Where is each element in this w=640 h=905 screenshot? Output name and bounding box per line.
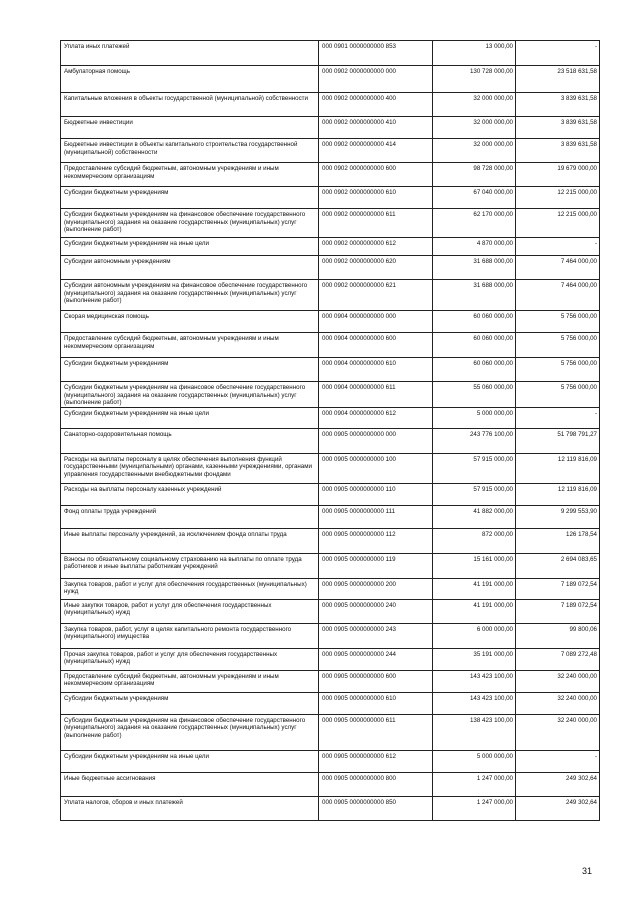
budget-code-cell: 000 0905 0000000000 244 (319, 648, 433, 670)
budget-code-cell: 000 0902 0000000000 400 (319, 93, 433, 117)
table-row (61, 714, 600, 750)
table-row (61, 41, 600, 66)
approved-amount-cell: 4 870 000,00 (433, 238, 516, 256)
budget-table-body (61, 41, 600, 821)
executed-amount-cell: 7 464 000,00 (516, 280, 600, 311)
expense-name-cell: Капитальные вложения в объекты государственной (муниципальной) собственности (61, 93, 319, 117)
table-row (61, 407, 600, 428)
approved-amount-cell: 6 000 000,00 (433, 623, 516, 648)
approved-amount-cell: 55 060 000,00 (433, 382, 516, 408)
budget-code-cell: 000 0905 0000000000 243 (319, 623, 433, 648)
budget-code-cell: 000 0904 0000000000 600 (319, 333, 433, 358)
table-row (61, 66, 600, 93)
approved-amount-cell: 130 728 000,00 (433, 66, 516, 93)
budget-code-cell: 000 0904 0000000000 612 (319, 407, 433, 428)
budget-code-cell: 000 0902 0000000000 000 (319, 66, 433, 93)
table-row (61, 796, 600, 820)
executed-amount-cell: 249 302,64 (516, 796, 600, 820)
executed-amount-cell: 12 119 816,09 (516, 483, 600, 505)
expense-name-cell: Субсидии автономным учреждениям на финансовое обеспечение государственного (муниципального) задания на оказание государственных (муниципальных) услуг (выполнение работ) (61, 280, 319, 311)
executed-amount-cell: 3 839 631,58 (516, 139, 600, 163)
table-row (61, 256, 600, 280)
expense-name-cell: Иные выплаты персоналу учреждений, за исключением фонда оплаты труда (61, 528, 319, 553)
expense-name-cell: Субсидии бюджетным учреждениям на финансовое обеспечение государственного (муниципального) задания на оказание государственных (муниципальных) услуг (выполнение работ) (61, 714, 319, 750)
approved-amount-cell: 41 191 000,00 (433, 599, 516, 623)
approved-amount-cell: 41 191 000,00 (433, 578, 516, 599)
budget-code-cell: 000 0904 0000000000 000 (319, 311, 433, 333)
approved-amount-cell: 98 728 000,00 (433, 163, 516, 187)
approved-amount-cell: 67 040 000,00 (433, 187, 516, 209)
executed-amount-cell: 12 215 000,00 (516, 209, 600, 238)
executed-amount-cell: 3 839 631,58 (516, 93, 600, 117)
approved-amount-cell: 143 423 100,00 (433, 692, 516, 714)
table-row (61, 117, 600, 139)
table-row (61, 311, 600, 333)
executed-amount-cell: 32 240 000,00 (516, 714, 600, 750)
table-row (61, 428, 600, 453)
executed-amount-cell: - (516, 407, 600, 428)
table-row (61, 209, 600, 238)
budget-code-cell: 000 0902 0000000000 414 (319, 139, 433, 163)
executed-amount-cell: 5 756 000,00 (516, 333, 600, 358)
executed-amount-cell: 3 839 631,58 (516, 117, 600, 139)
budget-code-cell: 000 0905 0000000000 111 (319, 505, 433, 528)
expense-name-cell: Бюджетные инвестиции (61, 117, 319, 139)
expense-name-cell: Субсидии бюджетным учреждениям (61, 692, 319, 714)
table-row (61, 553, 600, 578)
table-row (61, 772, 600, 796)
approved-amount-cell: 1 247 000,00 (433, 796, 516, 820)
expense-name-cell: Расходы на выплаты персоналу в целях обеспечения выполнения функций государственными (муниципальными) органами, казенными учреждениями, органами управления государственными внебюджетными фондами (61, 453, 319, 483)
table-row (61, 670, 600, 692)
approved-amount-cell: 32 000 000,00 (433, 93, 516, 117)
executed-amount-cell: 126 178,54 (516, 528, 600, 553)
executed-amount-cell: 5 756 000,00 (516, 311, 600, 333)
expense-name-cell: Бюджетные инвестиции в объекты капитального строительства государственной (муниципальной) собственности (61, 139, 319, 163)
expense-name-cell: Субсидии бюджетным учреждениям (61, 187, 319, 209)
expense-name-cell: Субсидии бюджетным учреждениям (61, 358, 319, 382)
executed-amount-cell: 9 299 553,90 (516, 505, 600, 528)
budget-code-cell: 000 0905 0000000000 850 (319, 796, 433, 820)
expense-name-cell: Предоставление субсидий бюджетным, автономным учреждениям и иным некоммерческим организациям (61, 670, 319, 692)
executed-amount-cell: 5 756 000,00 (516, 382, 600, 408)
executed-amount-cell: 19 679 000,00 (516, 163, 600, 187)
approved-amount-cell: 872 000,00 (433, 528, 516, 553)
expense-name-cell: Прочая закупка товаров, работ и услуг для обеспечения государственных (муниципальных) нужд (61, 648, 319, 670)
approved-amount-cell: 60 060 000,00 (433, 311, 516, 333)
budget-code-cell: 000 0905 0000000000 611 (319, 714, 433, 750)
executed-amount-cell: 99 800,06 (516, 623, 600, 648)
approved-amount-cell: 243 776 100,00 (433, 428, 516, 453)
approved-amount-cell: 1 247 000,00 (433, 772, 516, 796)
budget-code-cell: 000 0905 0000000000 610 (319, 692, 433, 714)
executed-amount-cell: 7 464 000,00 (516, 256, 600, 280)
table-row (61, 750, 600, 772)
executed-amount-cell: 7 089 272,48 (516, 648, 600, 670)
table-row (61, 238, 600, 256)
budget-code-cell: 000 0905 0000000000 240 (319, 599, 433, 623)
budget-code-cell: 000 0902 0000000000 620 (319, 256, 433, 280)
expense-name-cell: Фонд оплаты труда учреждений (61, 505, 319, 528)
executed-amount-cell: 12 215 000,00 (516, 187, 600, 209)
executed-amount-cell: 249 302,64 (516, 772, 600, 796)
executed-amount-cell: 12 119 816,09 (516, 453, 600, 483)
expense-name-cell: Иные закупки товаров, работ и услуг для обеспечения государственных (муниципальных) нужд (61, 599, 319, 623)
approved-amount-cell: 32 000 000,00 (433, 117, 516, 139)
table-row (61, 382, 600, 408)
approved-amount-cell: 60 060 000,00 (433, 358, 516, 382)
expense-name-cell: Субсидии автономным учреждениям (61, 256, 319, 280)
executed-amount-cell: - (516, 238, 600, 256)
approved-amount-cell: 62 170 000,00 (433, 209, 516, 238)
table-row (61, 623, 600, 648)
budget-table (60, 40, 600, 821)
expense-name-cell: Уплата налогов, сборов и иных платежей (61, 796, 319, 820)
budget-code-cell: 000 0904 0000000000 610 (319, 358, 433, 382)
budget-code-cell: 000 0905 0000000000 119 (319, 553, 433, 578)
budget-code-cell: 000 0902 0000000000 621 (319, 280, 433, 311)
approved-amount-cell: 5 000 000,00 (433, 407, 516, 428)
expense-name-cell: Санаторно-оздоровительная помощь (61, 428, 319, 453)
executed-amount-cell: 51 798 791,27 (516, 428, 600, 453)
budget-code-cell: 000 0905 0000000000 200 (319, 578, 433, 599)
table-row (61, 648, 600, 670)
expense-name-cell: Субсидии бюджетным учреждениям на финансовое обеспечение государственного (муниципального) задания на оказание государственных (муниципальных) услуг (выполнение работ) (61, 209, 319, 238)
table-row (61, 358, 600, 382)
expense-name-cell: Взносы по обязательному социальному страхованию на выплаты по оплате труда работников и иные выплаты работникам учреждений (61, 553, 319, 578)
approved-amount-cell: 143 423 100,00 (433, 670, 516, 692)
approved-amount-cell: 32 000 000,00 (433, 139, 516, 163)
table-row (61, 483, 600, 505)
table-row (61, 93, 600, 117)
expense-name-cell: Амбулаторная помощь (61, 66, 319, 93)
executed-amount-cell: 23 518 631,58 (516, 66, 600, 93)
budget-code-cell: 000 0905 0000000000 110 (319, 483, 433, 505)
table-row (61, 187, 600, 209)
budget-code-cell: 000 0902 0000000000 612 (319, 238, 433, 256)
budget-code-cell: 000 0901 0000000000 853 (319, 41, 433, 66)
budget-code-cell: 000 0902 0000000000 600 (319, 163, 433, 187)
table-row (61, 692, 600, 714)
expense-name-cell: Закупка товаров, работ и услуг для обеспечения государственных (муниципальных) нужд (61, 578, 319, 599)
approved-amount-cell: 5 000 000,00 (433, 750, 516, 772)
approved-amount-cell: 41 882 000,00 (433, 505, 516, 528)
budget-code-cell: 000 0902 0000000000 611 (319, 209, 433, 238)
approved-amount-cell: 138 423 100,00 (433, 714, 516, 750)
budget-code-cell: 000 0905 0000000000 112 (319, 528, 433, 553)
budget-code-cell: 000 0905 0000000000 000 (319, 428, 433, 453)
approved-amount-cell: 60 060 000,00 (433, 333, 516, 358)
table-row (61, 453, 600, 483)
budget-code-cell: 000 0905 0000000000 100 (319, 453, 433, 483)
expense-name-cell: Уплата иных платежей (61, 41, 319, 66)
page-number: 31 (581, 866, 592, 876)
table-row (61, 333, 600, 358)
table-row (61, 505, 600, 528)
approved-amount-cell: 57 915 000,00 (433, 453, 516, 483)
approved-amount-cell: 15 161 000,00 (433, 553, 516, 578)
budget-code-cell: 000 0902 0000000000 410 (319, 117, 433, 139)
expense-name-cell: Закупка товаров, работ, услуг в целях капитального ремонта государственного (муниципального) имущества (61, 623, 319, 648)
expense-name-cell: Субсидии бюджетным учреждениям на иные цели (61, 407, 319, 428)
table-row (61, 280, 600, 311)
expense-name-cell: Предоставление субсидий бюджетным, автономным учреждениям и иным некоммерческим организациям (61, 333, 319, 358)
budget-code-cell: 000 0904 0000000000 611 (319, 382, 433, 408)
executed-amount-cell: 2 694 083,65 (516, 553, 600, 578)
approved-amount-cell: 31 688 000,00 (433, 280, 516, 311)
executed-amount-cell: 7 189 072,54 (516, 578, 600, 599)
executed-amount-cell: 32 240 000,00 (516, 670, 600, 692)
approved-amount-cell: 31 688 000,00 (433, 256, 516, 280)
expense-name-cell: Скорая медицинская помощь (61, 311, 319, 333)
executed-amount-cell: - (516, 750, 600, 772)
approved-amount-cell: 57 915 000,00 (433, 483, 516, 505)
expense-name-cell: Иные бюджетные ассигнования (61, 772, 319, 796)
budget-code-cell: 000 0902 0000000000 610 (319, 187, 433, 209)
table-row (61, 139, 600, 163)
approved-amount-cell: 35 191 000,00 (433, 648, 516, 670)
expense-name-cell: Субсидии бюджетным учреждениям на финансовое обеспечение государственного (муниципального) задания на оказание государственных (муниципальных) услуг (выполнение работ) (61, 382, 319, 408)
executed-amount-cell: - (516, 41, 600, 66)
table-row (61, 578, 600, 599)
expense-name-cell: Предоставление субсидий бюджетным, автономным учреждениям и иным некоммерческим организациям (61, 163, 319, 187)
expense-name-cell: Субсидии бюджетным учреждениям на иные цели (61, 238, 319, 256)
executed-amount-cell: 7 189 072,54 (516, 599, 600, 623)
table-row (61, 528, 600, 553)
executed-amount-cell: 32 240 000,00 (516, 692, 600, 714)
table-row (61, 163, 600, 187)
budget-code-cell: 000 0905 0000000000 612 (319, 750, 433, 772)
budget-code-cell: 000 0905 0000000000 600 (319, 670, 433, 692)
budget-code-cell: 000 0905 0000000000 800 (319, 772, 433, 796)
approved-amount-cell: 13 000,00 (433, 41, 516, 66)
table-row (61, 599, 600, 623)
expense-name-cell: Субсидии бюджетным учреждениям на иные цели (61, 750, 319, 772)
executed-amount-cell: 5 756 000,00 (516, 358, 600, 382)
expense-name-cell: Расходы на выплаты персоналу казенных учреждений (61, 483, 319, 505)
